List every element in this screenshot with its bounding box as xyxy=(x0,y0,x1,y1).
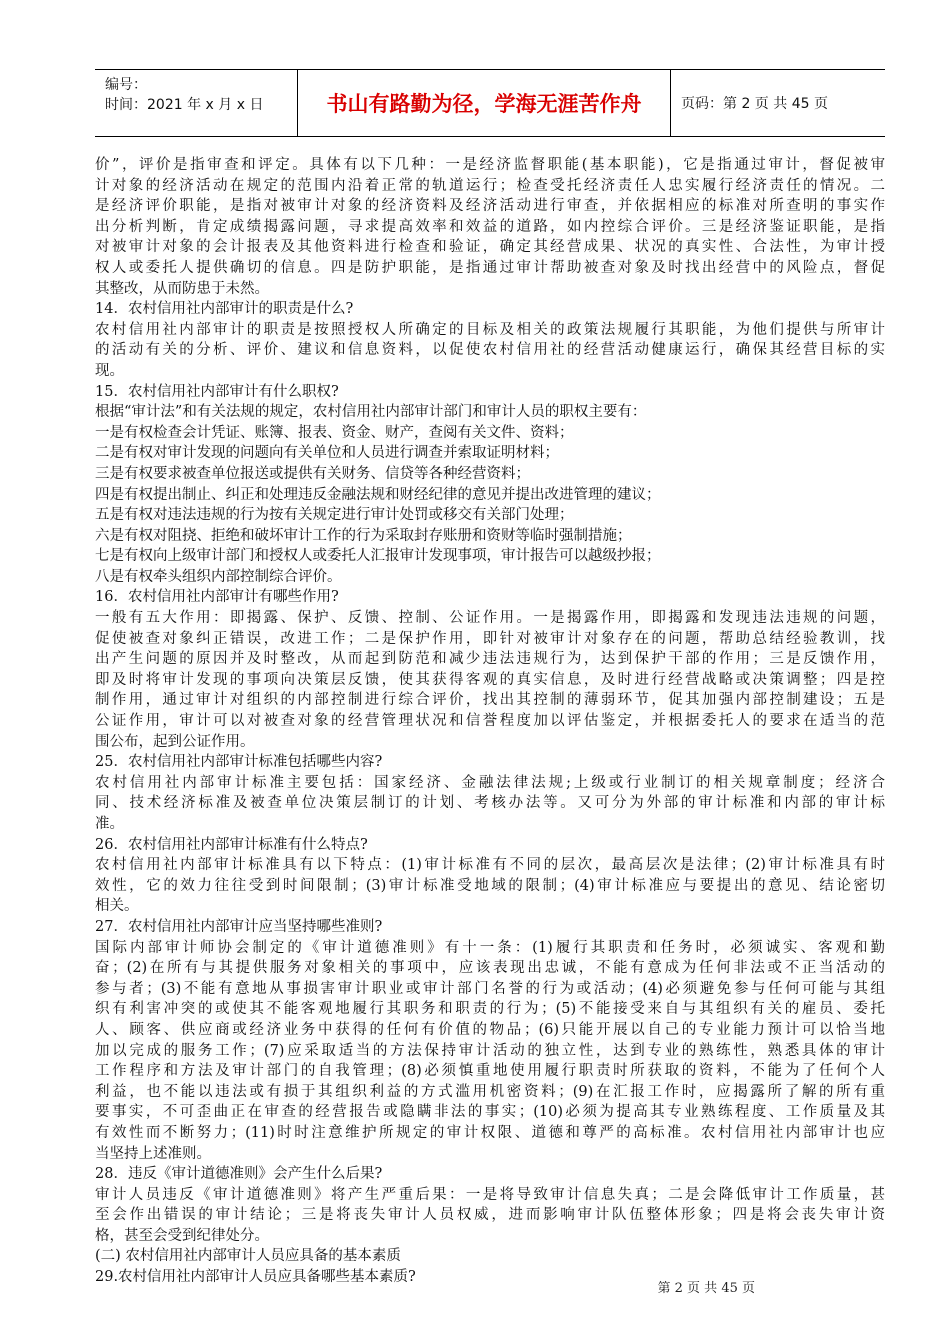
header-page-info: 页码：第 2 页 共 45 页 xyxy=(681,96,828,112)
text-line: 出产生问题的原因并及时整改，从而起到防范和减少违法违规行为，达到保护干部的作用；三是反馈作用， xyxy=(95,651,885,668)
header-page-cell xyxy=(671,70,885,136)
text-line: 工作程序和方法及审计部门的自我管理；(8)必须慎重地使用履行职责时所获取的资料，不能为了任何个人 xyxy=(95,1063,885,1080)
text-line: 的活动有关的分析、评价、建议和信息资料，以促使农村信用社的经营活动健康运行，确保其经营目标的实 xyxy=(95,342,885,359)
document-number-label: 编号： xyxy=(105,77,147,93)
text-line: 要事实，不可歪曲正在审查的经营报告或隐瞒非法的事实；(10)必须为提高其专业熟练程度、工作质量及其 xyxy=(95,1104,885,1121)
document-body xyxy=(95,155,885,1288)
text-line: 14．农村信用社内部审计的职责是什么? xyxy=(95,301,354,318)
text-line: 格，甚至会受到纪律处分。 xyxy=(95,1227,269,1244)
text-line: 人、顾客、供应商或经济业务中获得的任何有价值的物品；(6)只能开展以自己的专业能力预计可以恰当地 xyxy=(95,1021,885,1038)
text-line: 有效性而不断努力；(11)时时注意维护所规定的审计权限、道德和尊严的高标准。农村信用社内部审计也应 xyxy=(95,1124,885,1141)
text-line: 对被审计对象的会计报表及其他资料进行检查和验证，确定其经营成果、状况的真实性、合法性，为审计授 xyxy=(95,239,885,256)
text-line: 25．农村信用社内部审计标准包括哪些内容? xyxy=(95,754,383,771)
text-line: (二) 农村信用社内部审计人员应具备的基本素质 xyxy=(95,1248,401,1265)
text-line: 制作用，通过审计对组织的内部控制进行综合评价，找出其控制的薄弱环节，促其加强内部控制建设；五是 xyxy=(95,692,885,709)
text-line: 一般有五大作用：即揭露、保护、反馈、控制、公证作用。一是揭露作用，即揭露和发现违法违规的问题， xyxy=(95,610,885,627)
text-line: 公证作用，审计可以对被查对象的经营管理状况和信誉程度加以评估鉴定，并根据委托人的要求在适当的范 xyxy=(95,713,885,730)
text-line: 一是有权检查会计凭证、账簿、报表、资金、财产，查阅有关文件、资料； xyxy=(95,424,574,441)
text-line: 准。 xyxy=(95,816,124,832)
text-line: 至会作出错误的审计结论；三是将丧失审计人员权威，进而影响审计队伍整体形象；四是将会丧失审计资 xyxy=(95,1207,885,1224)
page-footer: 第 2 页 共 45 页 xyxy=(657,1281,755,1296)
header-motto-cell xyxy=(297,70,671,136)
text-line: 四是有权提出制止、纠正和处理违反金融法规和财经纪律的意见并提出改进管理的建议； xyxy=(95,486,661,503)
text-line: 农村信用社内部审计的职责是按照授权人所确定的目标及相关的政策法规履行其职能，为他们提供与所审计 xyxy=(95,321,885,338)
text-line: 当坚持上述准则。 xyxy=(95,1145,211,1162)
header-meta-cell xyxy=(95,70,297,136)
text-line: 权人或委托人提供确切的信息。四是防护职能，是指通过审计帮助被查对象及时找出经营中的风险点，督促 xyxy=(95,259,885,276)
text-line: 相关。 xyxy=(95,898,139,915)
text-line: 织有利害冲突的或使其不能客观地履行其职务和职责的行为；(5)不能接受来自与其组织有关的雇员、委托 xyxy=(95,1001,885,1018)
text-line: 加以完成的服务工作；(7)应采取适当的方法保持审计活动的独立性，达到专业的熟练性，熟悉具体的审计 xyxy=(95,1042,885,1059)
text-line: 奋；(2)在所有与其提供服务对象相关的事项中，应该表现出忠诚，不能有意成为任何非法或不正当活动的 xyxy=(95,960,885,977)
text-line: 是经济评价职能，是指对被审计对象的经济资料及经济活动进行审查，并依据相应的标准对所查明的事实作 xyxy=(95,198,885,215)
header-motto: 书山有路勤为径，学海无涯苦作舟 xyxy=(326,92,642,116)
text-line: 计对象的经济活动在规定的范围内沿着正常的轨道运行；检查受托经济责任人忠实履行经济责任的情况。二 xyxy=(95,177,885,194)
text-line: 价”，评价是指审查和评定。具体有以下几种：一是经济监督职能(基本职能)，它是指通过审计，督促被审 xyxy=(95,157,885,173)
text-line: 现。 xyxy=(95,362,124,379)
text-line: 16．农村信用社内部审计有哪些作用? xyxy=(95,589,339,606)
text-line: 同、技术经济标准及被查单位决策层制订的计划、考核办法等。又可分为外部的审计标准和内部的审计标 xyxy=(95,795,885,812)
text-line: 审计人员违反《审计道德准则》将产生严重后果：一是将导致审计信息失真；二是会降低审计工作质量，甚 xyxy=(95,1186,885,1203)
text-line: 农村信用社内部审计标准具有以下特点：(1)审计标准有不同的层次，最高层次是法律；(2)审计标准具有时 xyxy=(95,857,885,874)
text-line: 根据“审计法”和有关法规的规定，农村信用社内部审计部门和审计人员的职权主要有： xyxy=(95,404,647,421)
text-line: 围公布，起到公证作用。 xyxy=(95,733,255,750)
text-line: 参与者；(3)不能有意地从事损害审计职业或审计部门名誉的行为或活动；(4)必须避免参与任何可能与其组 xyxy=(95,980,885,997)
text-line: 29.农村信用社内部审计人员应具备哪些基本素质? xyxy=(95,1269,416,1286)
text-line: 其整改，从而防患于未然。 xyxy=(95,280,269,297)
text-line: 七是有权向上级审计部门和授权人或委托人汇报审计发现事项，审计报告可以越级抄报； xyxy=(95,548,661,565)
text-line: 15．农村信用社内部审计有什么职权? xyxy=(95,383,339,400)
text-line: 六是有权对阻挠、拒绝和破坏审计工作的行为采取封存账册和资财等临时强制措施； xyxy=(95,527,632,544)
text-line: 三是有权要求被查单位报送或提供有关财务、信贷等各种经营资料； xyxy=(95,465,530,482)
text-line: 八是有权牵头组织内部控制综合评价。 xyxy=(95,568,342,585)
text-line: 26．农村信用社内部审计标准有什么特点? xyxy=(95,836,368,853)
text-line: 二是有权对审计发现的问题向有关单位和人员进行调查并索取证明材料； xyxy=(95,445,559,462)
text-line: 农村信用社内部审计标准主要包括：国家经济、金融法律法规;上级或行业制订的相关规章制度；经济合 xyxy=(95,774,885,791)
text-line: 出分析判断，肯定成绩揭露问题，寻求提高效率和效益的道路，如内控综合评价。三是经济鉴证职能，是指 xyxy=(95,218,885,235)
text-line: 28．违反《审计道德准则》会产生什么后果? xyxy=(95,1166,383,1183)
text-line: 国际内部审计师协会制定的《审计道德准则》有十一条：(1)履行其职责和任务时，必须诚实、客观和勤 xyxy=(95,939,885,956)
text-line: 五是有权对违法违规的行为按有关规定进行审计处罚或移交有关部门处理； xyxy=(95,507,574,524)
text-line: 促使被查对象纠正错误，改进工作；二是保护作用，即针对被审计对象存在的问题，帮助总结经验教训，找 xyxy=(95,630,885,647)
text-line: 效性，它的效力往往受到时间限制；(3)审计标准受地域的限制；(4)审计标准应与要提出的意见、结论密切 xyxy=(95,877,885,894)
document-time-label: 时间：2021 年 x 月 x 日 xyxy=(105,97,264,113)
text-line: 27．农村信用社内部审计应当坚持哪些准则? xyxy=(95,918,383,935)
text-line: 即及时将审计发现的事项向决策层反馈，使其获得客观的真实信息，及时进行经营战略或决策调整；四是控 xyxy=(95,671,885,688)
text-line: 利益，也不能以违法或有损于其组织利益的方式滥用机密资料；(9)在汇报工作时，应揭露所了解的所有重 xyxy=(95,1083,885,1100)
page-header xyxy=(95,69,885,137)
